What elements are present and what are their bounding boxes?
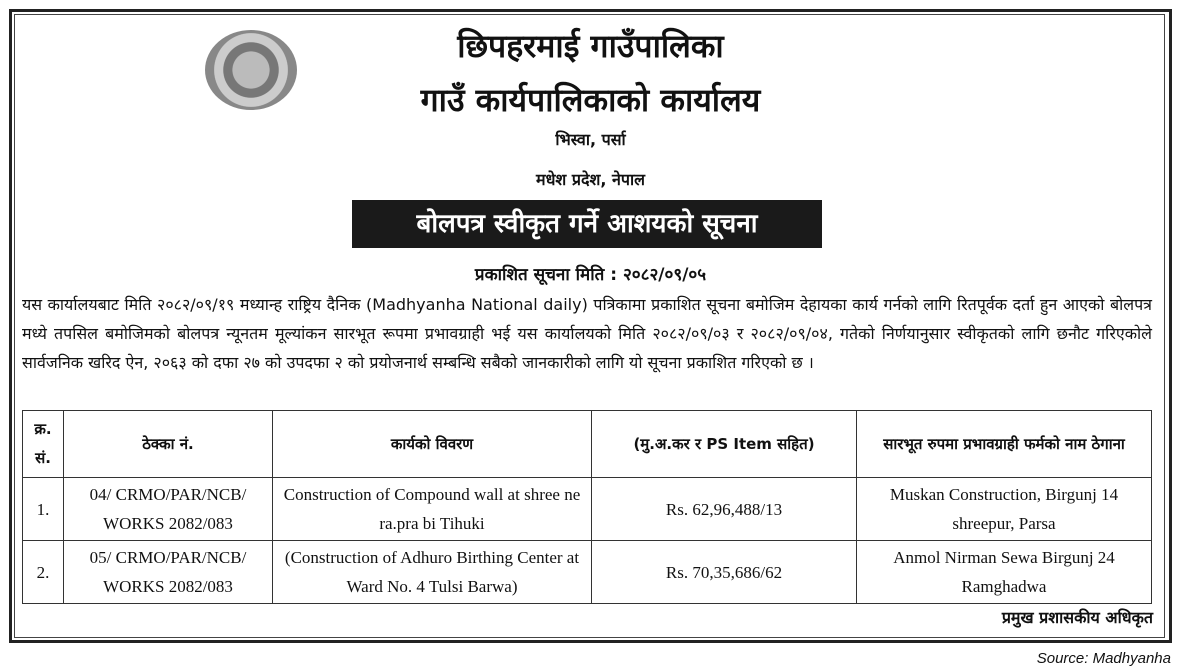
col-firm: सारभूत रुपमा प्रभावग्राही फर्मको नाम ठेगाना — [857, 411, 1152, 478]
province-country: मधेश प्रदेश, नेपाल — [536, 170, 645, 189]
municipality-name: छिपहरमाई गाउँपालिका — [457, 27, 724, 65]
col-contract-no: ठेक्का नं. — [64, 411, 273, 478]
table-header-row — [23, 411, 1152, 478]
table-row — [23, 541, 1152, 604]
cell-amount: Rs. 62,96,488/13 — [592, 478, 857, 541]
cell-description: Construction of Compound wall at shree ne ra.pra bi Tihuki — [273, 478, 592, 541]
published-date: प्रकाशित सूचना मिति : २०८२/०९/०५ — [474, 265, 707, 285]
cell-sn: 2. — [23, 541, 64, 604]
cell-firm: Anmol Nirman Sewa Birgunj 24 Ramghadwa — [857, 541, 1152, 604]
cell-sn: 1. — [23, 478, 64, 541]
notice-body: यस कार्यालयबाट मिति २०८२/०९/१९ मध्यान्ह राष्ट्रिय दैनिक (Madhyanha National daily) पत्रिकामा प्रकाशित सूचना बमोजिम देहायका कार्य गर्नको लागि रितपूर्वक दर्ता हुन आएको बोलपत्र मध्ये तपसिल बमोजिमको बोलपत्र न्यूनतम मूल्यांकन सारभूत रूपमा प्रभावग्राही भई यस कार्यालयको मिति २०८२/०९/०३ र २०८२/०९/०४, गतेको निर्णयानुसार स्वीकृतको लागि छनौट गरिएकोले सार्वजनिक खरिद ऐन, २०६३ को दफा २७ को उपदफा २ को प्रयोजनार्थ सम्बन्धि सबैको जानकारीको लागि यो सूचना प्रकाशित गरिएको छ । — [22, 295, 1152, 372]
notice-title: बोलपत्र स्वीकृत गर्ने आशयको सूचना — [352, 200, 822, 248]
cell-firm: Muskan Construction, Birgunj 14 shreepur, Parsa — [857, 478, 1152, 541]
tender-table — [22, 410, 1152, 604]
table-row — [23, 478, 1152, 541]
col-sn: क्र. सं. — [23, 411, 64, 478]
cell-contract-no: 05/ CRMO/PAR/NCB/ WORKS 2082/083 — [64, 541, 273, 604]
office-name: गाउँ कार्यपालिकाको कार्यालय — [420, 81, 761, 119]
source-credit: Source: Madhyanha — [1036, 650, 1171, 667]
signatory-title: प्रमुख प्रशासकीय अधिकृत — [1001, 608, 1153, 627]
cell-contract-no: 04/ CRMO/PAR/NCB/ WORKS 2082/083 — [64, 478, 273, 541]
col-amount: (मु.अ.कर र PS Item सहित) — [592, 411, 857, 478]
office-location: भिस्वा, पर्सा — [555, 130, 626, 149]
col-description: कार्यको विवरण — [273, 411, 592, 478]
cell-description: (Construction of Adhuro Birthing Center at Ward No. 4 Tulsi Barwa) — [273, 541, 592, 604]
cell-amount: Rs. 70,35,686/62 — [592, 541, 857, 604]
